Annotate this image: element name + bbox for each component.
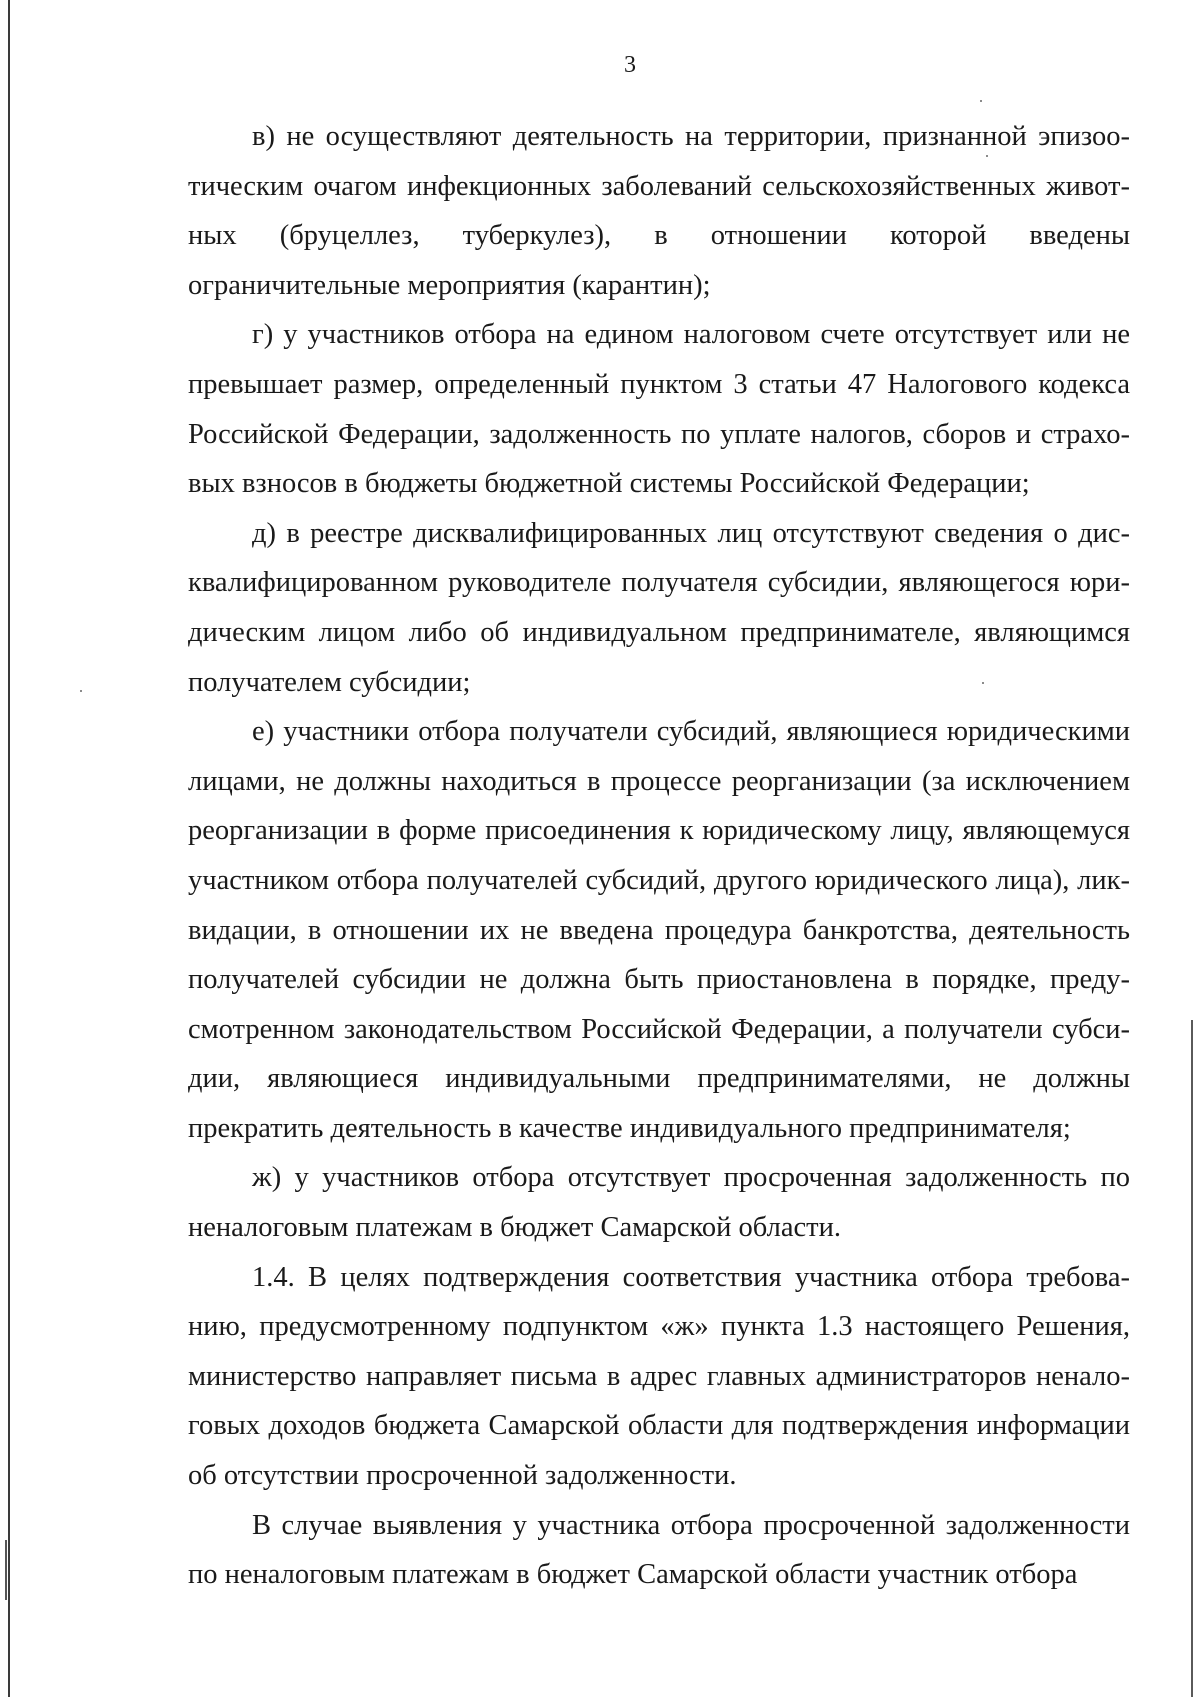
page-number: 3 (624, 52, 636, 78)
paragraph-g: г) у участников отбора на едином налоговом счете отсутствует или не превышает размер, определенный пунктом 3 статьи 47 Налогового кодекса Российской Федерации, задолженность по уплате налогов, сборов и страховых взносов в бюджеты бюджетной системы Российской Федерации; (188, 319, 1130, 500)
paragraph-zh: ж) у участников отбора отсутствует просроченная задолженность по неналоговым платежам в бюджет Самарской области. (188, 1162, 1130, 1244)
paragraph-e: е) участники отбора получатели субсидий, являющиеся юридическими лицами, не должны находиться в процессе реорганизации (за исключением реорганизации в форме присоединения к юридическому лицу, являющемуся участником отбора получателей субсидий, другого юридического лица), ликвидации, в отношении их не введена процедура банкротства, деятельность получателей субсидии не должна быть приостановлена в порядке, предусмотренном законодательством Российской Федерации, а получатели субсидии, являющиеся индивидуальными предпринимателями, не должны прекратить деятельность в качестве индивидуального предпринимателя; (188, 716, 1130, 1144)
scan-edge-left (8, 0, 10, 1697)
paragraph-1-4: 1.4. В целях подтверждения соответствия участника отбора требованию, предусмотренному подпунктом «ж» пункта 1.3 настоящего Решения, министерство направляет письма в адрес главных администраторов неналоговых доходов бюджета Самарской области для подтверждения информации об отсутствии просроченной задолженности. (188, 1261, 1130, 1492)
scan-mark (5, 1540, 7, 1600)
scan-edge-right (1191, 1020, 1193, 1697)
paragraph-v: в) не осуществляют деятельность на территории, признанной эпизоотическим очагом инфекционных заболеваний сельскохозяйственных животных (бруцеллез, туберкулез), в отношении которой введены ограничительные мероприятия (карантин); (188, 121, 1130, 301)
document-body (188, 112, 1130, 1600)
paragraph-case: В случае выявления у участника отбора просроченной задолженности по неналоговым платежам в бюджет Самарской области участник отбора (188, 1509, 1130, 1591)
scan-speck (980, 100, 982, 102)
paragraph-d: д) в реестре дисквалифицированных лиц отсутствуют сведения о дисквалифицированном руководителе получателя субсидии, являющегося юридическим лицом либо об индивидуальном предпринимателе, являющимся получателем субсидии; (188, 517, 1130, 698)
scan-speck (80, 690, 82, 692)
